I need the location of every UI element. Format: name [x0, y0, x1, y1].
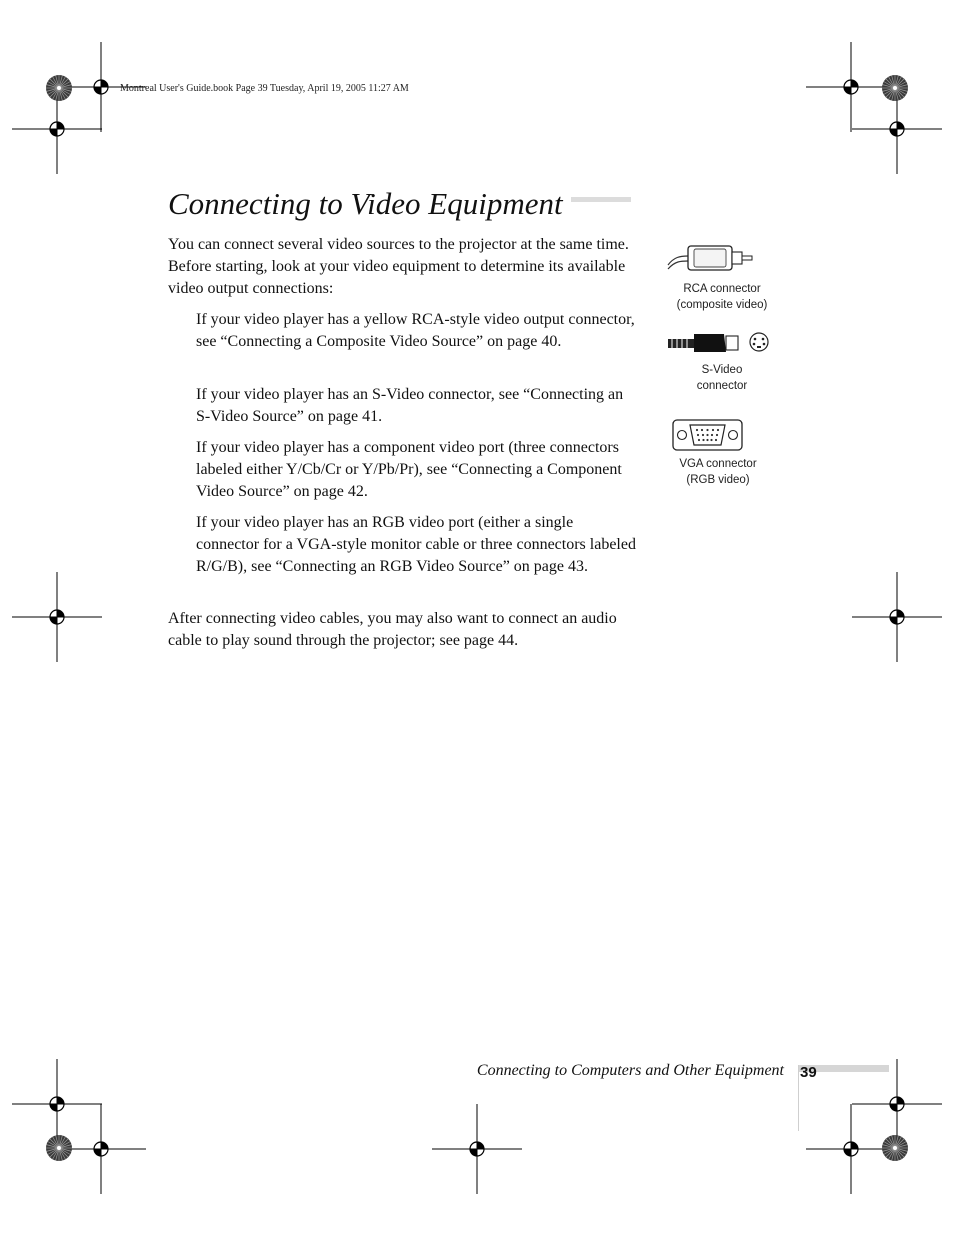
closing-paragraph: After connecting video cables, you may also want to connect an audio cable to play sound through the projector; see page 44.: [168, 610, 617, 649]
list-item: If your video player has an S-Video connector, see “Connecting an S-Video Source” on page 41.: [196, 386, 624, 425]
target-quadrant: [101, 1142, 108, 1149]
target-quadrant: [890, 129, 897, 136]
target-quadrant: [897, 610, 904, 617]
target-quadrant: [897, 122, 904, 129]
starburst-center: [57, 86, 61, 90]
footer-divider: [798, 1065, 799, 1131]
starburst-center: [893, 1146, 897, 1150]
vga-caption: [653, 457, 783, 488]
list-item: If your video player has an RGB video port (either a single connector for a VGA-style monitor cable or three connectors labeled R/G/B), see “Connecting an RGB Video Source” on page 43.: [196, 514, 636, 575]
target-quadrant: [50, 617, 57, 624]
figure-caption-line: (composite video): [676, 298, 768, 311]
target-quadrant: [101, 80, 108, 87]
target-quadrant: [470, 1149, 477, 1156]
target-quadrant: [94, 87, 101, 94]
target-quadrant: [57, 610, 64, 617]
footer-section-title: Connecting to Computers and Other Equipment: [476, 1062, 784, 1079]
rca-caption: [657, 282, 787, 313]
figure-caption-line: connector: [696, 379, 748, 392]
svideo-connector-icon: [666, 330, 772, 356]
page-number: 39: [800, 1064, 817, 1081]
vga-connector-icon: [672, 418, 744, 452]
figure-caption-line: RCA connector: [683, 283, 761, 295]
target-quadrant: [897, 1097, 904, 1104]
target-quadrant: [57, 1097, 64, 1104]
target-quadrant: [844, 87, 851, 94]
figure-caption-line: (RGB video): [686, 473, 750, 486]
figure-caption-line: S-Video: [701, 364, 743, 376]
target-quadrant: [57, 122, 64, 129]
target-quadrant: [94, 1149, 101, 1156]
list-item: If your video player has a yellow RCA-style video output connector, see “Connecting a Composite Video Source” on page 40.: [196, 311, 635, 350]
list-item: If your video player has a component video port (three connectors labeled either Y/Cb/Cr or Y/Pb/Pr), see “Connecting a Component Video Source” on page 42.: [196, 439, 622, 500]
target-quadrant: [851, 1142, 858, 1149]
print-slug: Montreal User's Guide.book Page 39 Tuesday, April 19, 2005 11:27 AM: [120, 83, 409, 94]
page-title: Connecting to Video Equipment: [168, 186, 571, 222]
starburst-center: [893, 86, 897, 90]
target-quadrant: [50, 1104, 57, 1111]
target-quadrant: [50, 129, 57, 136]
target-quadrant: [890, 1104, 897, 1111]
target-quadrant: [844, 1149, 851, 1156]
target-quadrant: [890, 617, 897, 624]
svideo-caption: [657, 363, 787, 394]
rca-connector-icon: [666, 243, 756, 273]
starburst-center: [57, 1146, 61, 1150]
target-quadrant: [477, 1142, 484, 1149]
target-quadrant: [851, 80, 858, 87]
intro-paragraph: You can connect several video sources to the projector at the same time. Before starting, look at your video equipment to determine its available video output connections:: [168, 236, 629, 297]
figure-caption-line: VGA connector: [679, 458, 757, 470]
